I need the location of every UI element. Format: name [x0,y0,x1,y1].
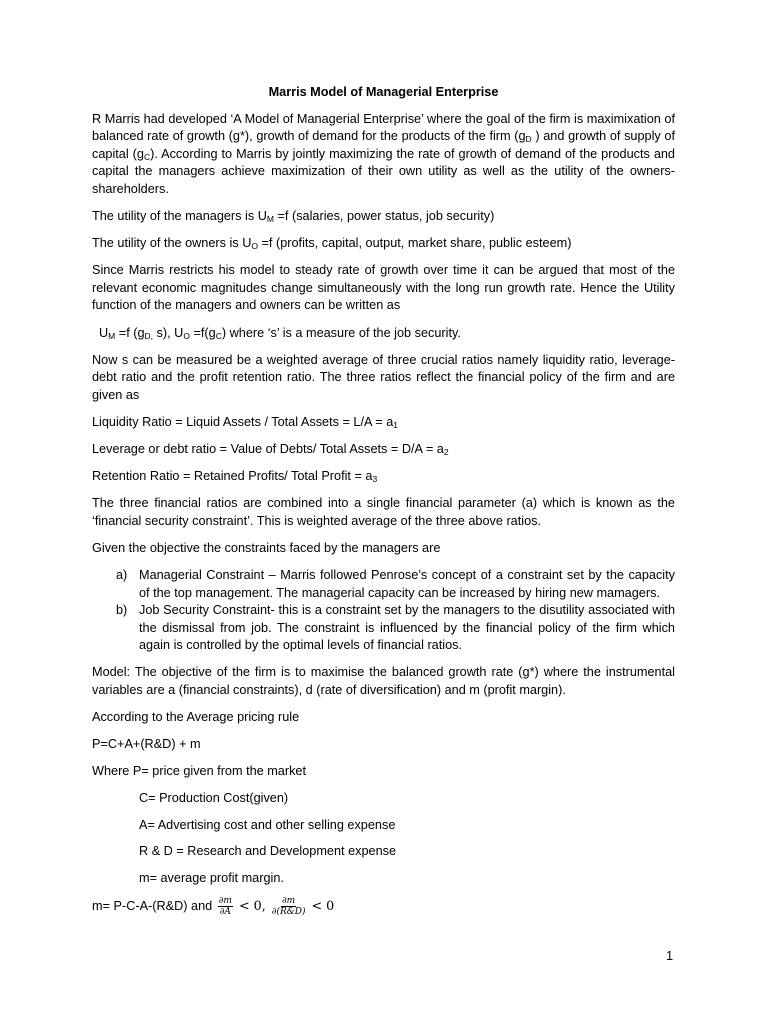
utility-function-equation [92,325,675,343]
pricing-rule-intro: According to the Average pricing rule [92,709,300,724]
pricing-equation: P=C+A+(R&D) + m [92,736,201,751]
definition-line: m= average profit margin. [139,870,284,885]
subscript-2: 2 [443,447,449,457]
subscript-1: 1 [393,419,399,430]
manager-utility-line [92,208,675,226]
subscript-d: D [525,134,532,145]
subscript-3: 3 [372,474,378,485]
list-marker: a) [116,567,128,582]
margin-derivative-equation [92,896,675,917]
eq-part: =f (g [115,325,145,340]
eq-subscript: M [108,330,116,341]
subscript-o: O [251,241,258,252]
model-paragraph: Model: The objective of the firm is to maximise the balanced growth rate (g*) where the instrumental variables are a (financial constraints), d (rate of diversification) and m (profit margin). [92,664,675,697]
eq-subscript: O [183,330,190,341]
owner-utility-text: The utility of the owners is U [92,236,252,251]
partial-derivative-a [218,896,233,917]
retention-ratio [92,468,675,486]
eq-subscript: C [215,330,222,341]
owner-utility-args: =f (profits, capital, output, market share, public esteem) [258,236,572,251]
definition-line: R & D = Research and Development expense [139,844,397,859]
subscript-m: M [266,214,274,225]
list-item-text: Job Security Constraint- this is a constraint set by the managers to the disutility associated with the dismissal from job. The constraint is influenced by the financial policy of the firm which again is controlled by the optimal levels of financial ratios. [139,603,675,653]
leverage-ratio [92,441,675,459]
owner-utility-line [92,235,675,253]
constraints-list [92,567,675,655]
steady-growth-paragraph: Since Marris restricts his model to steady rate of growth over time it can be argued that most of the relevant economic magnitudes change simultaneously with the long run growth rate. Hence the Utility function of the managers and owners can be written as [92,263,675,313]
page-number: 1 [666,949,674,963]
inequality-text: < 0, [234,898,270,914]
constraints-intro: Given the objective the constraints faced by the managers are [92,540,441,555]
eq-part: U [99,325,109,340]
liquidity-ratio-text: Liquidity Ratio = Liquid Assets / Total Assets = L/A = a [92,414,394,429]
eq-subscript: D, [144,330,154,341]
eq-part: ) where ‘s’ is a measure of the job security. [221,325,461,340]
subscript-c: C [143,151,151,162]
inequality-text: < 0 [307,898,335,914]
definition-line: A= Advertising cost and other selling expense [139,817,396,832]
leverage-ratio-text: Leverage or debt ratio = Value of Debts/ Total Assets = D/A = a [92,442,444,456]
intro-text-2: ) and growth of supply of capital (g [92,129,675,161]
fraction-numerator: ∂m [218,896,232,907]
list-marker: b) [116,603,128,618]
document-title: Marris Model of Managerial Enterprise [268,85,499,99]
fraction-numerator: ∂m [282,896,296,907]
eq-part: =f(g [189,325,216,340]
fraction-denominator: ∂A [219,907,231,918]
document-page [92,84,675,927]
partial-derivative-rd [272,896,306,917]
list-item [92,567,675,602]
liquidity-ratio [92,414,675,432]
where-line: Where P= price given from the market [92,763,307,778]
list-item-text: Managerial Constraint – Marris followed Penrose’s concept of a constraint set by the capacity of the top management. The managerial capacity can be increased by hiring new mamagers. [139,567,675,600]
intro-paragraph [92,111,675,199]
eq-part: s), U [153,325,184,340]
retention-ratio-text: Retention Ratio = Retained Profits/ Total Profit = a [92,469,373,484]
fraction-denominator: ∂(R&D) [271,907,306,918]
intro-text-1: R Marris had developed ‘A Model of Managerial Enterprise’ where the goal of the firm is maximixation of balanced rate of growth (g*), growth of demand for the products of the firm (g [92,111,675,144]
list-item [92,602,675,655]
intro-text-3: ). According to Marris by jointly maximizing the rate of growth of demand of the products and capital the managers achieve maximization of their own utility as well as the utility of the owners-shareholders. [92,146,675,196]
margin-equation-text: m= P-C-A-(R&D) and [92,899,216,914]
financial-security-paragraph: The three financial ratios are combined into a single financial parameter (a) which is known as the ‘financial security constraint’. This is weighted average of the three above ratios. [92,496,675,528]
definition-line: C= Production Cost(given) [139,790,289,805]
ratios-paragraph: Now s can be measured be a weighted average of three crucial ratios namely liquidity ratio, leverage-debt ratio and the profit retention ratio. The three ratios reflect the financial policy of the firm and are given as [92,352,675,402]
manager-utility-text: The utility of the managers is U [92,209,267,224]
manager-utility-args: =f (salaries, power status, job security) [273,209,495,224]
